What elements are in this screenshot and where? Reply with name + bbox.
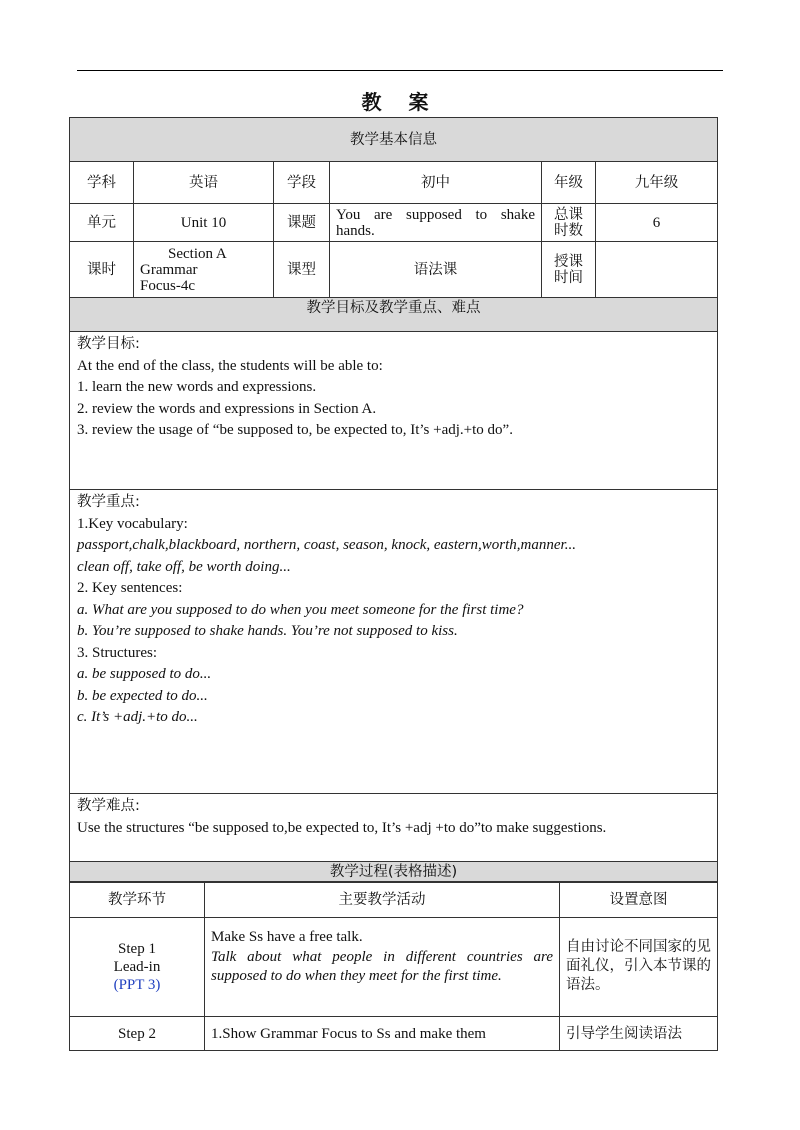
vocab-line-1: passport,chalk,blackboard, northern, coast, season, knock, eastern,worth,manner... <box>77 537 576 553</box>
topic-value-text: You are supposed to shake hands. <box>336 206 535 239</box>
objectives-intro: At the end of the class, the students will be able to: <box>77 357 383 374</box>
objectives-header: 教学目标及教学重点、难点 <box>70 298 718 332</box>
step-1-cell <box>70 918 205 1017</box>
stage-value: 初中 <box>330 162 542 204</box>
step-1-activity <box>205 918 560 1017</box>
subject-value: 英语 <box>134 162 274 204</box>
key-points-label: 教学重点: <box>77 494 140 510</box>
topic-value <box>330 204 542 242</box>
type-value: 语法课 <box>330 242 542 298</box>
process-header: 教学过程(表格描述) <box>70 862 718 882</box>
step-1-intent: 自由讨论不同国家的见面礼仪，引入本节课的语法。 <box>560 918 718 1017</box>
step-2-name: Step 2 <box>70 1017 205 1051</box>
sentence-b: b. You’re supposed to shake hands. You’re not supposed to kiss. <box>77 623 458 639</box>
objectives-label: 教学目标: <box>77 336 140 352</box>
unit-value: Unit 10 <box>134 204 274 242</box>
objectives-block <box>70 332 718 490</box>
objective-item: 3. review the usage of “be supposed to, be expected to, It’s +adj.+to do”. <box>77 422 513 438</box>
total-hours-label: 总课 时数 <box>542 204 596 242</box>
structure-a: a. be supposed to do... <box>77 666 212 682</box>
step-2-intent: 引导学生阅读语法 <box>560 1017 718 1051</box>
unit-label: 单元 <box>70 204 134 242</box>
difficult-points-block <box>70 794 718 862</box>
period-label: 课时 <box>70 242 134 298</box>
sentence-a: a. What are you supposed to do when you meet someone for the first time? <box>77 601 524 618</box>
page-title: 教 案 <box>361 90 439 114</box>
step-1-activity-detail: Talk about what people in different countries are supposed to do when they meet for the first time. <box>211 949 553 984</box>
grade-label: 年级 <box>542 162 596 204</box>
period-line-1: Section A <box>168 245 227 262</box>
type-label: 课型 <box>274 242 330 298</box>
difficult-points-label: 教学难点: <box>77 798 140 814</box>
step-2-activity: 1.Show Grammar Focus to Ss and make them <box>205 1017 560 1051</box>
structures-label: 3. Structures: <box>77 644 157 661</box>
period-line-3: Focus-4c <box>140 277 195 294</box>
basic-info-header: 教学基本信息 <box>70 118 718 162</box>
stage-label: 学段 <box>274 162 330 204</box>
total-hours-value: 6 <box>596 204 718 242</box>
step-1-ppt: (PPT 3) <box>113 977 161 993</box>
column-header-stage: 教学环节 <box>70 883 205 918</box>
vocab-line-2: clean off, take off, be worth doing... <box>77 558 291 575</box>
time-label: 授课 时间 <box>542 242 596 298</box>
lesson-plan-table <box>69 117 718 882</box>
key-points-block <box>70 490 718 794</box>
time-value <box>596 242 718 298</box>
step-1-name: Step 1 <box>118 941 156 957</box>
process-table <box>69 882 718 1051</box>
step-1-activity-line: Make Ss have a free talk. <box>211 929 363 945</box>
column-header-activity: 主要教学活动 <box>205 883 560 918</box>
column-header-intent: 设置意图 <box>560 883 718 918</box>
period-line-2: Grammar <box>140 261 198 278</box>
subject-label: 学科 <box>70 162 134 204</box>
objective-item: 1. learn the new words and expressions. <box>77 379 317 395</box>
period-value <box>134 242 274 298</box>
structure-b: b. be expected to do... <box>77 687 208 704</box>
vocab-label: 1.Key vocabulary: <box>77 515 188 532</box>
topic-label: 课题 <box>274 204 330 242</box>
sentences-label: 2. Key sentences: <box>77 580 183 596</box>
difficult-points-text: Use the structures “be supposed to,be expected to, It’s +adj +to do”to make suggestions. <box>77 819 607 836</box>
structure-c: c. It’s +adj.+to do... <box>77 709 198 725</box>
step-1-sub: Lead-in <box>113 959 161 975</box>
objective-item: 2. review the words and expressions in Section A. <box>77 400 377 417</box>
grade-value: 九年级 <box>596 162 718 204</box>
top-rule <box>77 70 723 71</box>
